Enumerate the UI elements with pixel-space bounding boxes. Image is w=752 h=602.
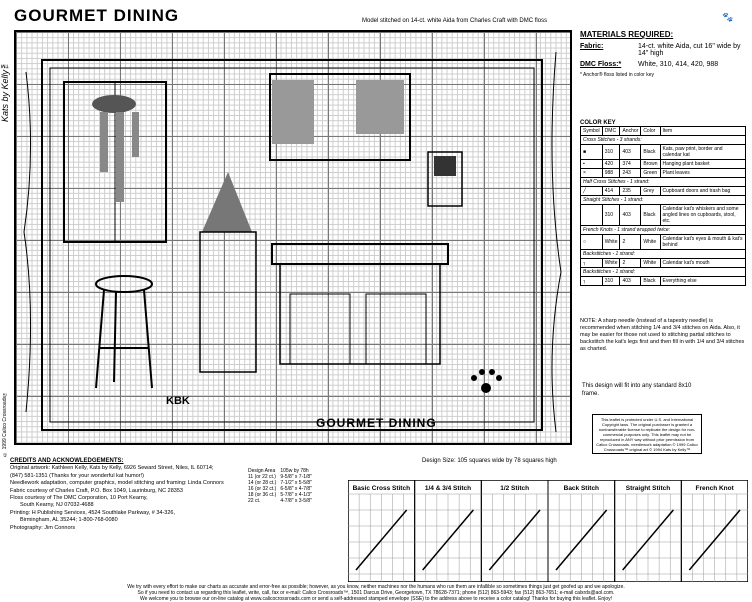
stitch-label: Straight Stitch: [625, 485, 671, 492]
color-key-cell: Hanging plant basket: [660, 160, 746, 169]
color-key-cell: White: [602, 235, 620, 250]
counter-cabinet: [280, 264, 440, 364]
counter-top: [272, 244, 448, 264]
needle-note: NOTE: A sharp needle (instead of a tapestry needle) is recommended when stitching 1/4 and 3/4 stitches on Aida. Also, it may be easier for those not used to stitching partial stitches to backstitch the kat's legs first and then fill in with 1/4 and 3/4 stitches as charted.: [580, 318, 745, 352]
footer-line: We try with every effort to make our charts as accurate and error-free as possible; however, as you know, neither machines nor the humans who run them are infallible so sometimes things just get goofed up and we apologize.: [127, 584, 625, 590]
floss-label: DMC Floss:*: [580, 61, 622, 68]
cabinet-door-left: [290, 294, 350, 364]
materials-panel: [580, 30, 746, 78]
design-area-header: Design Area: [248, 468, 276, 474]
color-key-section: [581, 136, 746, 145]
stitch-label: Back Stitch: [563, 485, 600, 492]
color-key: [580, 120, 748, 286]
color-key-cell: 420: [602, 160, 620, 169]
stitch-guide: [348, 480, 748, 582]
color-key-row: [581, 160, 746, 169]
color-key-row: [581, 187, 746, 196]
color-key-cell: Black: [641, 277, 660, 286]
color-key-cell: Plant leaves: [660, 169, 746, 178]
color-key-cell: Calendar kat's eyes & mouth & kat's behind: [660, 235, 746, 250]
color-key-cell: Kats, paw print, border and calendar kat: [660, 145, 746, 160]
color-key-cell: Cupboard doors and trash bag: [660, 187, 746, 196]
paw-icon: 🐾: [722, 12, 734, 22]
color-key-row: [581, 277, 746, 286]
trash-can: [200, 232, 256, 372]
design-dimension: 9-5/8" x 7-1/8": [280, 474, 312, 480]
color-key-cell: Grey: [641, 187, 660, 196]
color-key-cell: Brown: [641, 160, 660, 169]
color-key-row: [581, 205, 746, 226]
color-key-cell: ▪: [581, 160, 603, 169]
fabric-label: Fabric:: [580, 43, 604, 50]
color-key-row: [581, 169, 746, 178]
color-key-cell: Calendar kat's mouth: [660, 259, 746, 268]
color-key-header: Anchor: [620, 127, 641, 136]
design-dimension: 5-7/8" x 4-1/3": [280, 492, 312, 498]
color-key-cell: 243: [620, 169, 641, 178]
cabinet-door-right: [366, 294, 426, 364]
design-dimension: 7-1/2" x 5-5/8": [280, 480, 312, 486]
color-key-cell: 310: [602, 205, 620, 226]
credit-line: Needlework adaptation, computer graphics, model stitching and framing: Linda Connors: [10, 480, 224, 487]
color-key-section: [581, 250, 746, 259]
design-area-header: 105w by 78h: [280, 468, 309, 474]
stool: [96, 276, 152, 388]
color-key-cell: 403: [620, 145, 641, 160]
initials: KBK: [166, 395, 190, 407]
color-key-cell: 235: [620, 187, 641, 196]
color-key-section-title: Backstitches - 1 strand:: [581, 250, 746, 259]
stitch-label: French Knot: [695, 485, 734, 492]
credit-line: Printing: H Publishing Services, 4524 Southlake Parkway, # 34-326,: [10, 509, 175, 516]
stitch-label: Basic Cross Stitch: [352, 485, 411, 492]
chart-title-lettering: GOURMET DINING: [316, 416, 437, 430]
floss-value: White, 310, 414, 420, 988: [638, 61, 719, 68]
color-key-cell: 2: [620, 259, 641, 268]
fabric-count: 14 (or 28 ct.): [248, 480, 277, 486]
cupboard-door-left: [272, 80, 314, 144]
color-key-table: [580, 126, 746, 286]
color-key-cell: 374: [620, 160, 641, 169]
color-key-section-title: Straight Stitches - 1 strand:: [581, 196, 746, 205]
color-key-header-row: [581, 127, 746, 136]
stitch-label: 1/4 & 3/4 Stitch: [424, 485, 472, 492]
color-key-cell: 988: [602, 169, 620, 178]
materials-heading: MATERIALS REQUIRED:: [580, 30, 674, 39]
credit-line: Fabric courtesy of Charles Craft, P.O. Box 1049, Laurinburg, NC 28353: [10, 487, 183, 494]
color-key-section: [581, 178, 746, 187]
paw-print: [471, 369, 502, 393]
color-key-cell: White: [602, 259, 620, 268]
design-size: Design Size: 105 squares wide by 78 squares high: [422, 458, 557, 464]
color-key-cell: ┐: [581, 277, 603, 286]
credit-line: (847) 581-1351 (Thanks for your wonderful kat humor!): [10, 472, 144, 479]
side-brand: Kats by Kelly™: [0, 60, 10, 123]
color-key-cell: Black: [641, 205, 660, 226]
color-key-section-title: French Knots - 1 strand wrapped twice:: [581, 226, 746, 235]
color-key-header: Symbol: [581, 127, 603, 136]
fit-note: This design will fit into any standard 8x10 frame.: [582, 383, 692, 397]
color-key-section: [581, 196, 746, 205]
color-key-row: [581, 145, 746, 160]
calendar-kat: [434, 156, 456, 176]
cross-stitch-chart: [14, 30, 572, 445]
color-key-section: [581, 226, 746, 235]
anchor-note: * Anchor® floss listed in color key: [580, 72, 654, 78]
footer-line: We welcome you to browse our on-line catalog at www.calicocrossroads.com or send a self-addressed stamped envelope (SSE) to the address above to receive a color catalog! Thanks for buying this leaflet. Enjoy!: [139, 596, 612, 602]
color-key-cell: Calendar kat's whiskers and some angled lines on cupboards, stool, etc.: [660, 205, 746, 226]
left-vine: [24, 72, 31, 412]
color-key-cell: White: [641, 235, 660, 250]
color-key-cell: Everything else: [660, 277, 746, 286]
color-key-cell: [581, 205, 603, 226]
side-copyright: © 1999 Calico Crossroads™: [2, 390, 8, 457]
page-title: GOURMET DINING: [14, 6, 180, 25]
color-key-label: COLOR KEY: [580, 120, 616, 126]
footer: [10, 584, 742, 602]
color-key-cell: ■: [581, 145, 603, 160]
trash-bag: [202, 172, 252, 232]
color-key-header: DMC: [602, 127, 620, 136]
color-key-cell: ○: [581, 235, 603, 250]
color-key-section-title: Backstitches - 1 strand:: [581, 268, 746, 277]
color-key-cell: ╱: [581, 187, 603, 196]
cupboard-door-right: [356, 80, 404, 134]
color-key-section-title: Half Cross Stitches - 1 strand:: [581, 178, 746, 187]
right-vine: [552, 52, 561, 432]
fabric-count: 22 ct.: [248, 498, 261, 504]
fabric-count: 18 (or 36 ct.): [248, 492, 277, 498]
model-note: Model stitched on 14-ct. white Aida from Charles Craft with DMC floss: [362, 18, 548, 24]
color-key-cell: White: [641, 259, 660, 268]
credit-line: South Kearny, NJ 07032-4688: [20, 502, 94, 509]
design-dimension: 4-7/8" x 3-5/8": [280, 498, 312, 504]
color-key-cell: 403: [620, 205, 641, 226]
color-key-cell: Black: [641, 145, 660, 160]
color-key-cell: 310: [602, 277, 620, 286]
color-key-cell: 414: [602, 187, 620, 196]
color-key-cell: ┐: [581, 259, 603, 268]
color-key-section: [581, 268, 746, 277]
design-dimension: 6-5/8" x 4-7/8": [280, 486, 312, 492]
chart-artwork: [16, 32, 570, 443]
color-key-cell: ×: [581, 169, 603, 178]
footer-line: So if you need to contact us regarding this leaflet, write, call, fax or e-mail: Calico Crossroads™, 1501 Darcus Drive, Georgetown, TX 78628-7371; phone (512) 863-5943; fax (512) 863-7651; e-mail calxrds@aol.com.: [137, 590, 615, 596]
fabric-count: 16 (or 32 ct.): [248, 486, 277, 492]
credit-line: Original artwork: Kathleen Kelly, Kats by Kelly, 6926 Seward Street, Niles, IL 60714;: [10, 465, 214, 472]
fabric-count: 11 (or 22 ct.): [248, 474, 276, 480]
design-area-table: [246, 468, 314, 504]
credit-line: Floss courtesy of The DMC Corporation, 10 Port Kearny,: [10, 495, 148, 502]
leaflet-notice: This leaflet is protected under U.S. and International Copyright laws. The original purchaser is granted a nontransferable license to replicate the design for non-commercial purposes only. This leaflet may not be reproduced in ANY way without prior permission from Calico Crossroads. needlework adaptation © 1999 Calico Crossroads™ original art © 1994 Kats by Kelly™: [592, 414, 702, 454]
color-key-cell: 403: [620, 277, 641, 286]
color-key-section-title: Cross Stitches - 3 strands:: [581, 136, 746, 145]
credits-heading: CREDITS AND ACKNOWLEDGEMENTS:: [10, 458, 124, 464]
color-key-row: [581, 259, 746, 268]
color-key-cell: 310: [602, 145, 620, 160]
color-key-cell: 2: [620, 235, 641, 250]
stitch-label: 1/2 Stitch: [500, 485, 530, 492]
credit-line: Birmingham, AL 35244; 1-800-768-0080: [20, 517, 118, 524]
color-key-header: Item: [660, 127, 746, 136]
color-key-cell: Green: [641, 169, 660, 178]
fabric-value: 14-ct. white Aida, cut 16" wide by 14" high: [638, 43, 741, 57]
color-key-header: Color: [641, 127, 660, 136]
color-key-row: [581, 235, 746, 250]
credit-line: Photography: Jim Connors: [10, 524, 76, 531]
